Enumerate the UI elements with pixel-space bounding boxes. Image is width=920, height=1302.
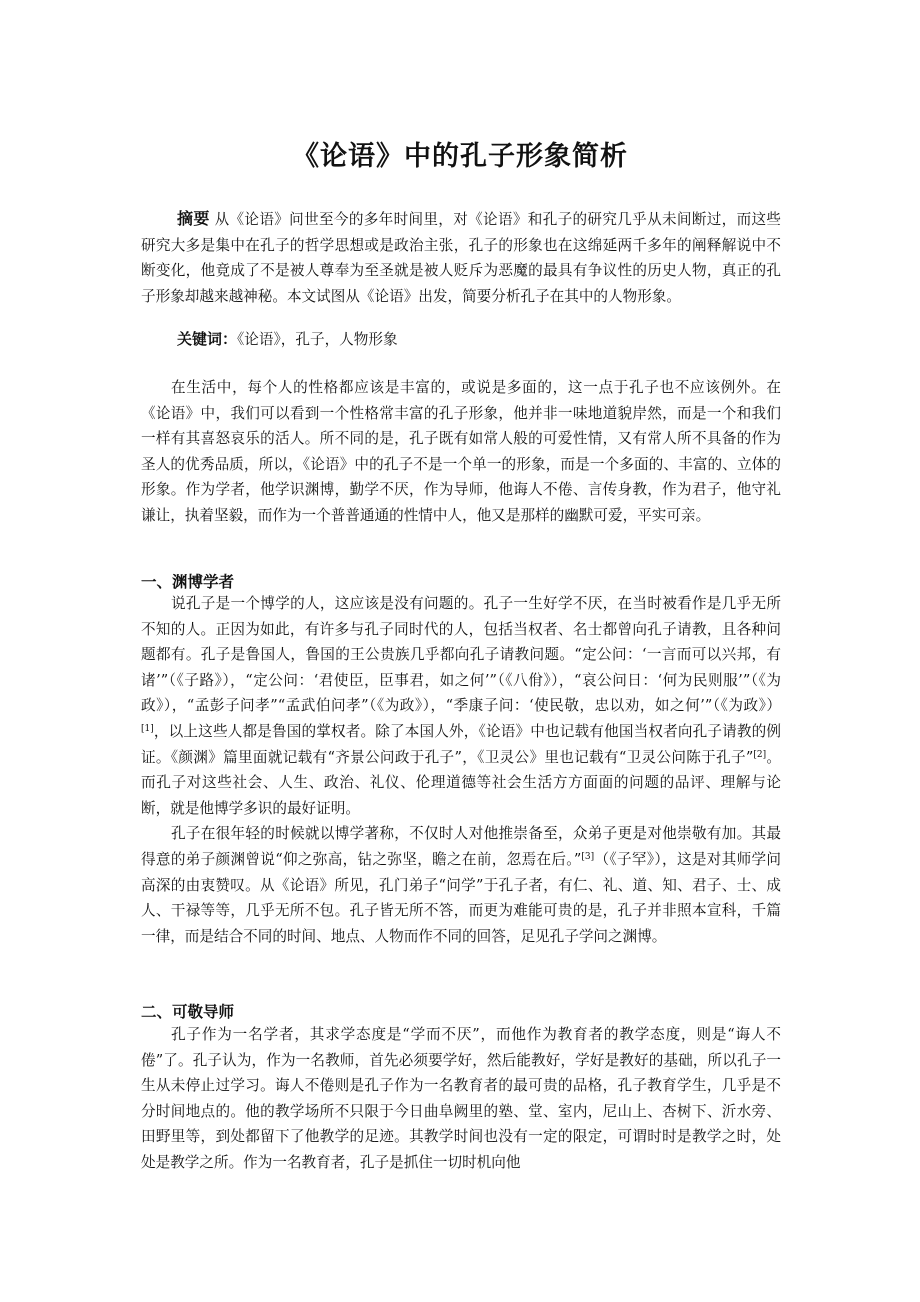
section-1-p2-text-b: （《子罕》），这是对其师学问高深的由衷赞叹。从《论语》所见，孔门弟子“问学”于孔子者，有仁、礼、道、知、君子、士、成人、干禄等等，几乎无所不包。孔子皆无所不答，而更为难能可贵的是，孔子并非照本宣科，千篇一律，而是结合不同的时间、地点、人物而作不同的回答，足见孔子学问之渊博。 — [141, 850, 782, 945]
abstract-text: 从《论语》问世至今的多年时间里，对《论语》和孔子的研究几乎从未间断过，而这些研究大多是集中在孔子的哲学思想或是政治主张，孔子的形象也在这绵延两千多年的阐释解说中不断变化，他竟成了不是被人尊奉为至圣就是被人贬斥为恶魔的最具有争议性的历史人物，真正的孔子形象却越来越神秘。本文试图从《论语》出发，简要分析孔子在其中的人物形象。 — [141, 211, 781, 305]
keywords-label: 关键词： — [177, 330, 238, 348]
section-1-p1-text-a: 说孔子是一个博学的人，这应该是没有问题的。孔子一生好学不厌，在当时被看作是几乎无所不知的人。正因为如此，有许多与孔子同时代的人，包括当权者、名士都曾向孔子请教，且各种问题都有。孔子是鲁国人，鲁国的王公贵族几乎都向孔子请教问题。“定公问：‘一言而可以兴邦，有诸’”（《子路》），“定公问：‘君使臣，臣事君，如之何’”（《八佾》），“哀公问日：‘何为民则服’”（《为政》），“孟彭子问孝”“孟武伯问孝”（《为政》），“季康子问：‘使民敬，忠以劝，如之何’”（《为政》） — [141, 595, 781, 715]
section-2-paragraph-1: 孔子作为一名学者，其求学态度是“学而不厌”，而他作为教育者的教学态度，则是“诲人不倦”了。孔子认为，作为一名教师，首先必须要学好，然后能教好，学好是教好的基础，所以孔子一生从未停止过学习。诲人不倦则是孔子作为一名教育者的最可贵的品格，孔子教育学生，几乎是不分时间地点的。他的教学场所不只限于今日曲阜阙里的塾、堂、室内，尼山上、杏树下、沂水旁、田野里等，到处都留下了他教学的足迹。其教学时间也没有一定的限定，可谓时时是教学之时，处处是教学之所。作为一名教育者，孔子是抓住一切时机向他 — [141, 1026, 781, 1171]
abstract-paragraph — [141, 206, 781, 309]
section-heading-1: 一、渊博学者 — [141, 573, 235, 591]
section-heading-2: 二、可敬导师 — [141, 1003, 235, 1021]
section-1-p1-text-b: ，以上这些人都是鲁国的掌权者。除了本国人外，《论语》中也记载有他国当权者向孔子请教的例证。《颜渊》篇里面就记载有“齐景公问政于孔子”，《卫灵公》里也记载有“卫灵公问陈于孔子” — [141, 722, 781, 766]
section-2-body — [141, 1022, 781, 1176]
section-1-body — [141, 591, 781, 949]
page-title: 《论语》中的孔子形象简析 — [292, 141, 628, 172]
footnote-ref-3[interactable]: [3] — [581, 851, 595, 862]
intro-paragraph: 在生活中，每个人的性格都应该是丰富的，或说是多面的，这一点于孔子也不应该例外。在《论语》中，我们可以看到一个性格常丰富的孔子形象，他并非一味地道貌岸然，而是一个和我们一样有其喜怒哀乐的活人。所不同的是，孔子既有如常人般的可爱性情，又有常人所不具备的作为圣人的优秀品质，所以，《论语》中的孔子不是一个单一的形象，而是一个多面的、丰富的、立体的形象。作为学者，他学识渊博，勤学不厌，作为导师，他诲人不倦、言传身教，作为君子，他守礼谦让，执着坚毅，而作为一个普普通通的性情中人，他又是那样的幽默可爱，平实可亲。 — [141, 379, 781, 524]
section-1-paragraph-1 — [141, 591, 781, 821]
footnote-ref-2[interactable]: [2] — [753, 749, 767, 760]
section-1-p1-text-c: 。而孔子对这些社会、人生、政治、礼仪、伦理道德等社会生活方方面面的问题的品评、理解与论断，就是他博学多识的最好证明。 — [141, 748, 781, 817]
footnote-ref-1[interactable]: [1] — [141, 723, 154, 734]
section-1-paragraph-2 — [141, 821, 781, 949]
section-1-p2-text-a: 孔子在很年轻的时候就以博学著称，不仅时人对他推崇备至，众弟子更是对他崇敬有加。其最得意的弟子颜渊曾说“仰之弥高，钻之弥坚，瞻之在前，忽焉在后。” — [141, 825, 781, 868]
keywords-text: 《论语》，孔子，人物形象 — [237, 331, 398, 348]
abstract-label: 摘要 — [177, 209, 210, 228]
keywords-line — [141, 327, 781, 353]
